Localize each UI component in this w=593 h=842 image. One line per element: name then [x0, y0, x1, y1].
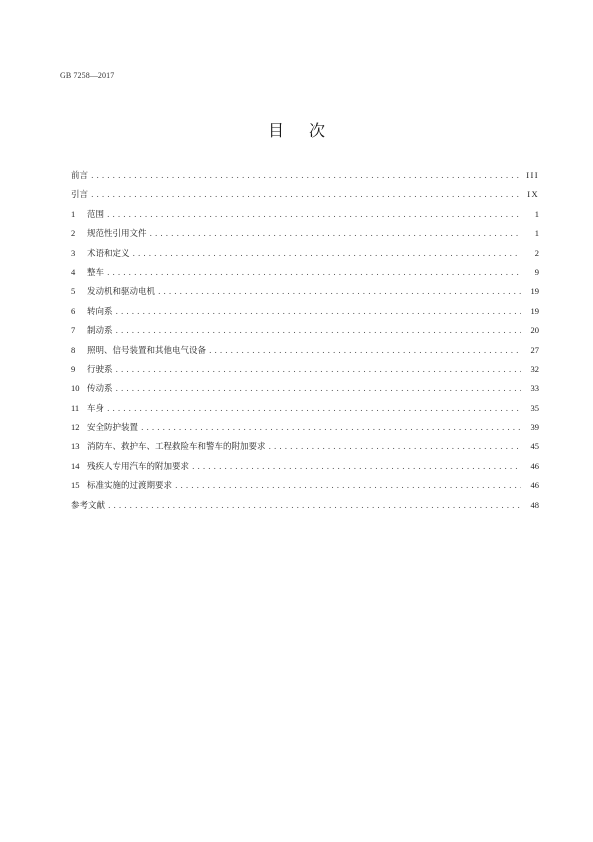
toc-entry[interactable] [71, 379, 539, 398]
standard-code: GB 7258—2017 [60, 71, 115, 80]
toc-entry-label: 传动系 [87, 384, 113, 395]
toc-entry-page-number: 9 [534, 266, 539, 277]
toc-entry-page-number: 32 [530, 363, 539, 374]
toc-entry-label: 参考文献 [71, 500, 106, 511]
toc-entry-page-number: 1 [534, 208, 539, 219]
toc-dot-leader [209, 341, 521, 360]
toc-entry[interactable] [71, 166, 539, 185]
toc-dot-leader [107, 399, 521, 418]
toc-entry-label: 残疾人专用汽车的附加要求 [87, 461, 190, 472]
toc-entry-label: 车身 [87, 403, 105, 414]
toc-entry-number: 15 [71, 480, 80, 491]
toc-entry-page-number: 46 [530, 480, 539, 491]
toc-dot-leader [141, 418, 521, 437]
toc-entry[interactable] [71, 244, 539, 263]
toc-dot-leader [91, 166, 521, 185]
toc-entry[interactable] [71, 437, 539, 456]
toc-entry[interactable] [71, 341, 539, 360]
toc-entry-page-number: 20 [530, 325, 539, 336]
toc-entry-label: 标准实施的过渡期要求 [87, 481, 173, 492]
toc-entry-number: 7 [71, 325, 76, 336]
toc-entry-page-number: 46 [530, 460, 539, 471]
toc-entry-page-number: IX [527, 189, 539, 200]
toc-dot-leader [108, 496, 521, 515]
toc-entry[interactable] [71, 282, 539, 301]
toc-entry-label: 术语和定义 [87, 248, 130, 259]
toc-entry-label: 照明、信号装置和其他电气设备 [87, 345, 207, 356]
toc-dot-leader [107, 263, 521, 282]
toc-dot-leader [158, 282, 521, 301]
toc-entry[interactable] [71, 399, 539, 418]
toc-dot-leader [107, 205, 521, 224]
toc-entry-page-number: III [526, 170, 539, 180]
page-title: 目 次 [267, 121, 336, 140]
toc-entry-label: 发动机和驱动电机 [87, 287, 156, 298]
toc-entry[interactable] [71, 263, 539, 282]
toc-entry-page-number: 2 [534, 247, 539, 258]
toc-entry-page-number: 33 [530, 383, 539, 394]
toc-entry-label: 行驶系 [87, 364, 113, 375]
toc-entry-page-number: 35 [530, 402, 539, 413]
toc-entry-number: 4 [71, 266, 76, 277]
toc-entry-page-number: 19 [530, 286, 539, 297]
toc-entry-number: 5 [71, 286, 76, 297]
toc-dot-leader [175, 476, 521, 495]
toc-entry[interactable] [71, 321, 539, 340]
toc-dot-leader [116, 360, 521, 379]
toc-entry-number: 1 [71, 208, 76, 219]
toc-entry-number: 8 [71, 344, 76, 355]
toc-entry-number: 12 [71, 422, 80, 433]
toc-dot-leader [192, 457, 521, 476]
toc-entry[interactable] [71, 302, 539, 321]
toc-entry[interactable] [71, 457, 539, 476]
toc-entry-label: 制动系 [87, 326, 113, 337]
toc-dot-leader [133, 244, 521, 263]
toc-entry-label: 转向系 [87, 306, 113, 317]
toc-entry[interactable] [71, 476, 539, 495]
toc-entry-number: 3 [71, 247, 76, 258]
table-of-contents [71, 166, 539, 515]
toc-entry-label: 消防车、救护车、工程救险车和警车的附加要求 [87, 442, 266, 453]
toc-dot-leader [116, 379, 521, 398]
toc-entry-label: 前言 [71, 171, 89, 181]
toc-entry-number: 2 [71, 228, 76, 239]
toc-entry-label: 规范性引用文件 [87, 229, 147, 240]
toc-entry-label: 整车 [87, 267, 105, 278]
toc-entry[interactable] [71, 205, 539, 224]
toc-dot-leader [116, 321, 521, 340]
toc-entry-page-number: 27 [530, 344, 539, 355]
toc-entry-number: 6 [71, 305, 76, 316]
toc-entry[interactable] [71, 185, 539, 204]
toc-entry-number: 13 [71, 441, 80, 452]
toc-entry[interactable] [71, 224, 539, 243]
toc-entry-page-number: 1 [534, 228, 539, 239]
toc-entry[interactable] [71, 418, 539, 437]
toc-dot-leader [116, 302, 521, 321]
toc-entry[interactable] [71, 360, 539, 379]
toc-entry-label: 引言 [71, 190, 89, 201]
toc-entry-page-number: 48 [530, 499, 539, 510]
toc-entry-number: 11 [71, 402, 80, 413]
toc-entry-number: 14 [71, 460, 80, 471]
toc-entry-label: 安全防护装置 [87, 423, 139, 434]
toc-entry-number: 10 [71, 383, 80, 394]
toc-entry-number: 9 [71, 363, 76, 374]
toc-dot-leader [269, 437, 521, 456]
toc-entry-label: 范围 [87, 209, 105, 220]
toc-entry-page-number: 19 [530, 305, 539, 316]
toc-dot-leader [150, 224, 521, 243]
toc-dot-leader [91, 185, 521, 204]
toc-entry-page-number: 39 [530, 422, 539, 433]
toc-entry[interactable] [71, 496, 539, 515]
toc-entry-page-number: 45 [530, 441, 539, 452]
